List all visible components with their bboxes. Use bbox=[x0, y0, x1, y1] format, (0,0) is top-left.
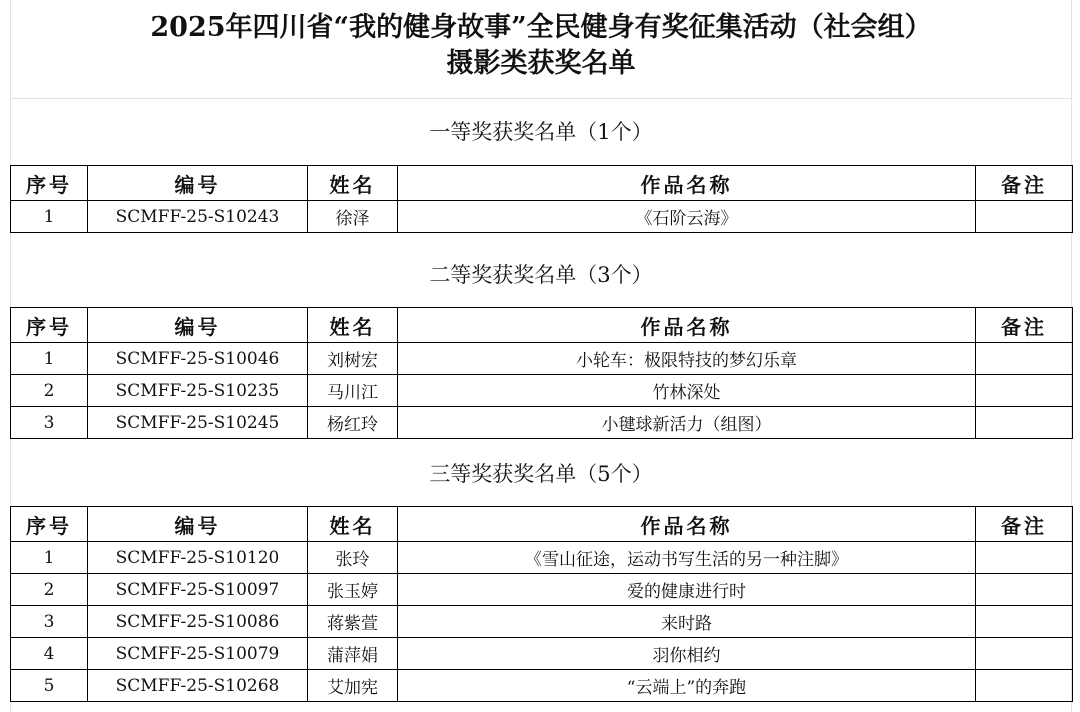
cell-name: 张玲 bbox=[308, 542, 398, 574]
table-row bbox=[11, 201, 1073, 233]
cell-name: 刘树宏 bbox=[308, 343, 398, 375]
header-work: 作品名称 bbox=[398, 507, 976, 542]
document-page bbox=[10, 0, 1072, 712]
cell-index: 3 bbox=[11, 606, 88, 638]
header-code: 编号 bbox=[88, 308, 308, 343]
cell-note bbox=[976, 343, 1073, 375]
cell-index: 1 bbox=[11, 343, 88, 375]
title-divider bbox=[10, 98, 1072, 99]
cell-name: 马川江 bbox=[308, 375, 398, 407]
cell-code: SCMFF-25-S10268 bbox=[88, 670, 308, 702]
header-code: 编号 bbox=[88, 507, 308, 542]
cell-name: 杨红玲 bbox=[308, 407, 398, 439]
cell-code: SCMFF-25-S10235 bbox=[88, 375, 308, 407]
cell-index: 2 bbox=[11, 574, 88, 606]
title-line-1: 2025年四川省“我的健身故事”全民健身有奖征集活动（社会组） bbox=[150, 12, 932, 43]
cell-name: 蒲萍娟 bbox=[308, 638, 398, 670]
cell-work: 竹林深处 bbox=[398, 375, 976, 407]
cell-work: 《雪山征途，运动书写生活的另一种注脚》 bbox=[398, 542, 976, 574]
header-index: 序号 bbox=[11, 507, 88, 542]
cell-code: SCMFF-25-S10086 bbox=[88, 606, 308, 638]
header-index: 序号 bbox=[11, 166, 88, 201]
table-row bbox=[11, 375, 1073, 407]
table-row bbox=[11, 542, 1073, 574]
cell-code: SCMFF-25-S10243 bbox=[88, 201, 308, 233]
second-prize-table bbox=[10, 307, 1073, 439]
cell-work: “云端上”的奔跑 bbox=[398, 670, 976, 702]
cell-work: 羽你相约 bbox=[398, 638, 976, 670]
cell-work: 爱的健康进行时 bbox=[398, 574, 976, 606]
cell-code: SCMFF-25-S10079 bbox=[88, 638, 308, 670]
cell-work: 小轮车：极限特技的梦幻乐章 bbox=[398, 343, 976, 375]
table-row bbox=[11, 407, 1073, 439]
cell-name: 蒋紫萱 bbox=[308, 606, 398, 638]
cell-code: SCMFF-25-S10097 bbox=[88, 574, 308, 606]
header-index: 序号 bbox=[11, 308, 88, 343]
cell-code: SCMFF-25-S10120 bbox=[88, 542, 308, 574]
header-code: 编号 bbox=[88, 166, 308, 201]
cell-work: 小毽球新活力（组图） bbox=[398, 407, 976, 439]
cell-note bbox=[976, 606, 1073, 638]
cell-note bbox=[976, 574, 1073, 606]
cell-note bbox=[976, 542, 1073, 574]
cell-note bbox=[976, 201, 1073, 233]
cell-name: 艾加宪 bbox=[308, 670, 398, 702]
cell-index: 5 bbox=[11, 670, 88, 702]
section-title-third-prize: 三等奖获奖名单（5个） bbox=[429, 462, 653, 486]
table-row bbox=[11, 574, 1073, 606]
header-note: 备注 bbox=[976, 507, 1073, 542]
cell-index: 2 bbox=[11, 375, 88, 407]
cell-name: 张玉婷 bbox=[308, 574, 398, 606]
header-note: 备注 bbox=[976, 166, 1073, 201]
table-row bbox=[11, 638, 1073, 670]
cell-note bbox=[976, 670, 1073, 702]
table-header-row bbox=[11, 166, 1073, 201]
cell-code: SCMFF-25-S10245 bbox=[88, 407, 308, 439]
table-row bbox=[11, 606, 1073, 638]
table-header-row bbox=[11, 507, 1073, 542]
table-header-row bbox=[11, 308, 1073, 343]
table-row bbox=[11, 670, 1073, 702]
cell-index: 1 bbox=[11, 201, 88, 233]
cell-name: 徐泽 bbox=[308, 201, 398, 233]
third-prize-table bbox=[10, 506, 1073, 702]
table-row bbox=[11, 343, 1073, 375]
cell-work: 《石阶云海》 bbox=[398, 201, 976, 233]
cell-note bbox=[976, 638, 1073, 670]
header-work: 作品名称 bbox=[398, 166, 976, 201]
cell-index: 3 bbox=[11, 407, 88, 439]
section-title-first-prize: 一等奖获奖名单（1个） bbox=[429, 120, 653, 144]
header-name: 姓名 bbox=[308, 507, 398, 542]
cell-note bbox=[976, 407, 1073, 439]
cell-work: 来时路 bbox=[398, 606, 976, 638]
cell-index: 4 bbox=[11, 638, 88, 670]
title-line-2: 摄影类获奖名单 bbox=[446, 48, 636, 79]
first-prize-table bbox=[10, 165, 1073, 233]
cell-index: 1 bbox=[11, 542, 88, 574]
header-note: 备注 bbox=[976, 308, 1073, 343]
cell-note bbox=[976, 375, 1073, 407]
section-title-second-prize: 二等奖获奖名单（3个） bbox=[429, 263, 653, 287]
header-name: 姓名 bbox=[308, 166, 398, 201]
header-work: 作品名称 bbox=[398, 308, 976, 343]
cell-code: SCMFF-25-S10046 bbox=[88, 343, 308, 375]
header-name: 姓名 bbox=[308, 308, 398, 343]
document-title bbox=[10, 10, 1072, 82]
